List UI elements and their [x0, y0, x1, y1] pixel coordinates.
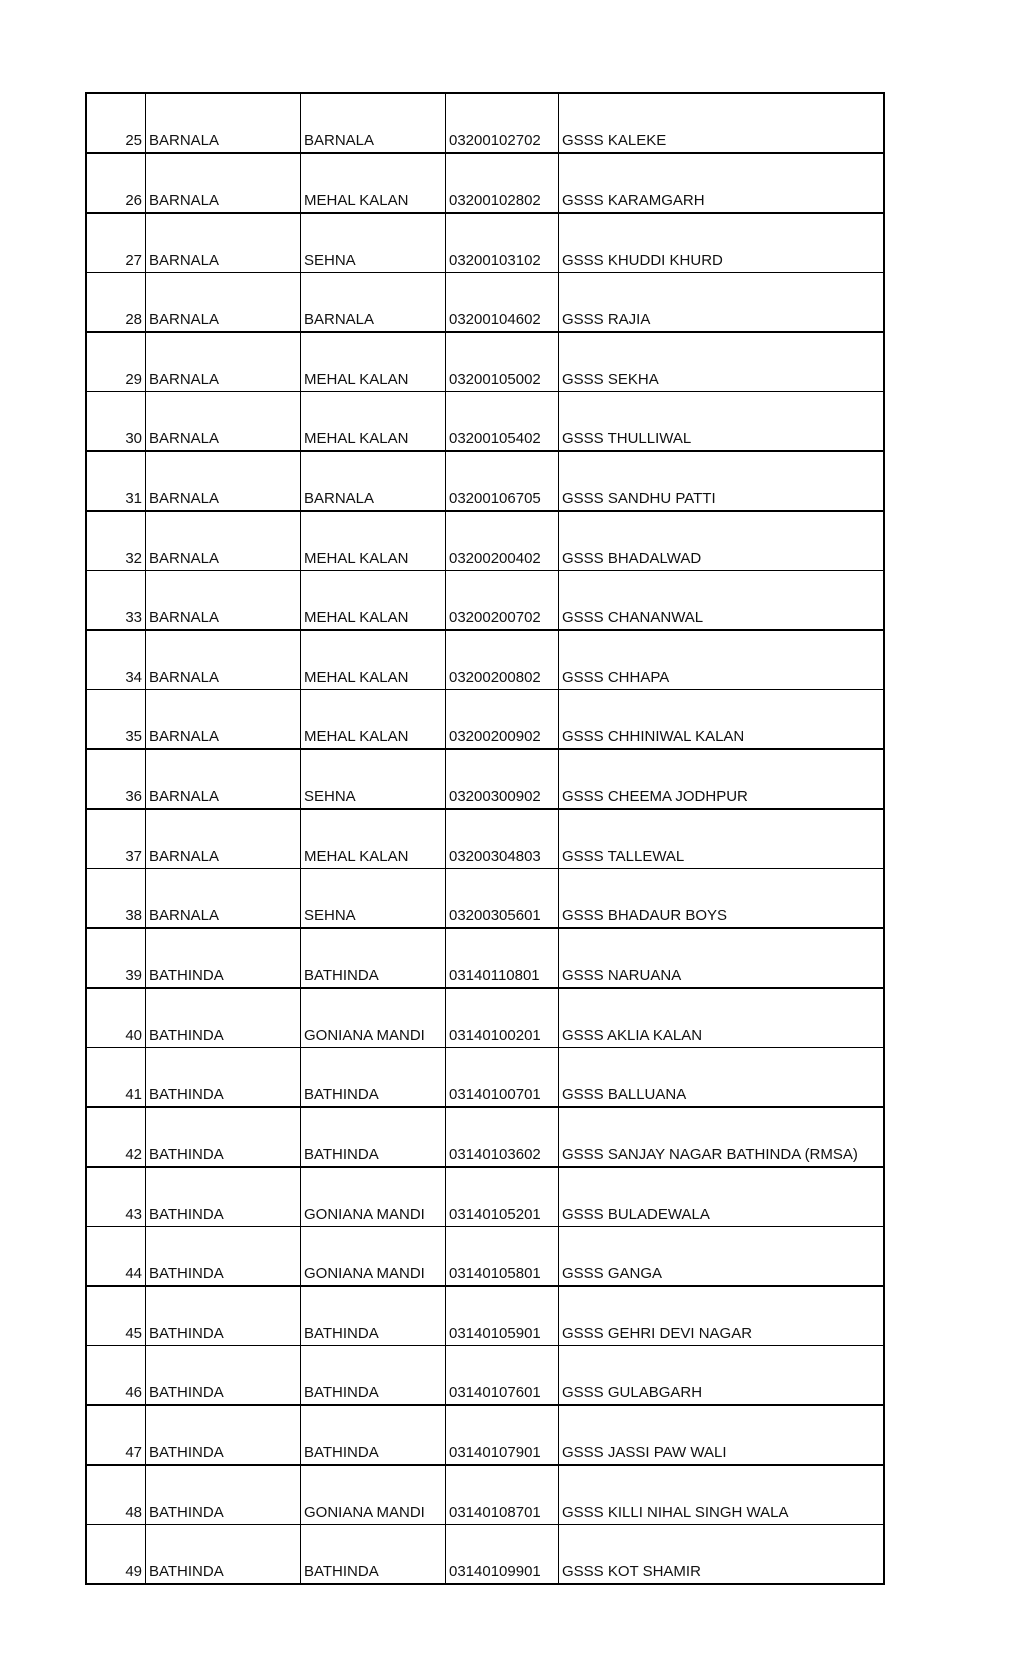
table-row: [86, 1346, 884, 1406]
serial-number-cell: 34: [86, 630, 146, 690]
school-name-cell: GSSS GEHRI DEVI NAGAR: [559, 1286, 885, 1346]
school-name-cell: GSSS KOT SHAMIR: [559, 1525, 885, 1585]
udise-code-cell: 03200103102: [446, 213, 559, 273]
district-cell: BARNALA: [146, 93, 301, 153]
serial-number-cell: 37: [86, 809, 146, 869]
district-cell: BARNALA: [146, 451, 301, 511]
table-row: [86, 988, 884, 1048]
udise-code-cell: 03140105901: [446, 1286, 559, 1346]
serial-number-cell: 36: [86, 749, 146, 809]
block-cell: MEHAL KALAN: [301, 332, 446, 392]
serial-number-cell: 49: [86, 1525, 146, 1585]
district-cell: BARNALA: [146, 332, 301, 392]
block-cell: BATHINDA: [301, 1346, 446, 1406]
table-row: [86, 451, 884, 511]
school-name-cell: GSSS TALLEWAL: [559, 809, 885, 869]
udise-code-cell: 03140109901: [446, 1525, 559, 1585]
udise-code-cell: 03200304803: [446, 809, 559, 869]
serial-number-cell: 45: [86, 1286, 146, 1346]
block-cell: BATHINDA: [301, 1048, 446, 1108]
school-name-cell: GSSS SANJAY NAGAR BATHINDA (RMSA): [559, 1107, 885, 1167]
table-row: [86, 869, 884, 929]
block-cell: SEHNA: [301, 869, 446, 929]
school-name-cell: GSSS KARAMGARH: [559, 153, 885, 213]
district-cell: BARNALA: [146, 213, 301, 273]
block-cell: MEHAL KALAN: [301, 690, 446, 750]
block-cell: BATHINDA: [301, 928, 446, 988]
district-cell: BATHINDA: [146, 1048, 301, 1108]
block-cell: SEHNA: [301, 749, 446, 809]
block-cell: BATHINDA: [301, 1107, 446, 1167]
block-cell: GONIANA MANDI: [301, 988, 446, 1048]
serial-number-cell: 26: [86, 153, 146, 213]
table-row: [86, 392, 884, 452]
udise-code-cell: 03200200902: [446, 690, 559, 750]
district-cell: BATHINDA: [146, 1525, 301, 1585]
table-row: [86, 571, 884, 631]
document-page: [85, 92, 885, 1585]
table-row: [86, 1107, 884, 1167]
block-cell: GONIANA MANDI: [301, 1227, 446, 1287]
block-cell: BATHINDA: [301, 1286, 446, 1346]
district-cell: BATHINDA: [146, 1167, 301, 1227]
district-cell: BARNALA: [146, 273, 301, 333]
school-name-cell: GSSS BULADEWALA: [559, 1167, 885, 1227]
block-cell: MEHAL KALAN: [301, 392, 446, 452]
block-cell: BARNALA: [301, 93, 446, 153]
table-row: [86, 1286, 884, 1346]
udise-code-cell: 03140100701: [446, 1048, 559, 1108]
udise-code-cell: 03200105402: [446, 392, 559, 452]
school-name-cell: GSSS THULLIWAL: [559, 392, 885, 452]
block-cell: BATHINDA: [301, 1525, 446, 1585]
udise-code-cell: 03200200702: [446, 571, 559, 631]
udise-code-cell: 03140107901: [446, 1405, 559, 1465]
table-row: [86, 332, 884, 392]
serial-number-cell: 33: [86, 571, 146, 631]
serial-number-cell: 39: [86, 928, 146, 988]
school-name-cell: GSSS CHEEMA JODHPUR: [559, 749, 885, 809]
block-cell: BATHINDA: [301, 1405, 446, 1465]
table-row: [86, 273, 884, 333]
school-list-table: [85, 92, 885, 1585]
block-cell: SEHNA: [301, 213, 446, 273]
serial-number-cell: 42: [86, 1107, 146, 1167]
block-cell: BARNALA: [301, 273, 446, 333]
table-row: [86, 1465, 884, 1525]
school-name-cell: GSSS GULABGARH: [559, 1346, 885, 1406]
district-cell: BATHINDA: [146, 1405, 301, 1465]
serial-number-cell: 28: [86, 273, 146, 333]
udise-code-cell: 03140100201: [446, 988, 559, 1048]
district-cell: BATHINDA: [146, 1286, 301, 1346]
district-cell: BARNALA: [146, 153, 301, 213]
district-cell: BARNALA: [146, 571, 301, 631]
district-cell: BARNALA: [146, 809, 301, 869]
table-row: [86, 1405, 884, 1465]
school-name-cell: GSSS SANDHU PATTI: [559, 451, 885, 511]
udise-code-cell: 03200106705: [446, 451, 559, 511]
serial-number-cell: 43: [86, 1167, 146, 1227]
serial-number-cell: 29: [86, 332, 146, 392]
table-row: [86, 213, 884, 273]
school-name-cell: GSSS GANGA: [559, 1227, 885, 1287]
serial-number-cell: 38: [86, 869, 146, 929]
serial-number-cell: 44: [86, 1227, 146, 1287]
school-name-cell: GSSS KALEKE: [559, 93, 885, 153]
school-name-cell: GSSS RAJIA: [559, 273, 885, 333]
district-cell: BATHINDA: [146, 1465, 301, 1525]
table-row: [86, 153, 884, 213]
table-row: [86, 1167, 884, 1227]
block-cell: BARNALA: [301, 451, 446, 511]
serial-number-cell: 41: [86, 1048, 146, 1108]
table-row: [86, 93, 884, 153]
school-name-cell: GSSS CHHINIWAL KALAN: [559, 690, 885, 750]
school-name-cell: GSSS AKLIA KALAN: [559, 988, 885, 1048]
block-cell: MEHAL KALAN: [301, 571, 446, 631]
udise-code-cell: 03200102702: [446, 93, 559, 153]
table-row: [86, 511, 884, 571]
district-cell: BATHINDA: [146, 928, 301, 988]
school-name-cell: GSSS BHADALWAD: [559, 511, 885, 571]
udise-code-cell: 03200200402: [446, 511, 559, 571]
block-cell: GONIANA MANDI: [301, 1167, 446, 1227]
block-cell: GONIANA MANDI: [301, 1465, 446, 1525]
school-list-body: [86, 93, 884, 1584]
school-name-cell: GSSS BALLUANA: [559, 1048, 885, 1108]
serial-number-cell: 30: [86, 392, 146, 452]
udise-code-cell: 03200200802: [446, 630, 559, 690]
district-cell: BATHINDA: [146, 1346, 301, 1406]
udise-code-cell: 03200305601: [446, 869, 559, 929]
serial-number-cell: 31: [86, 451, 146, 511]
udise-code-cell: 03200300902: [446, 749, 559, 809]
school-name-cell: GSSS BHADAUR BOYS: [559, 869, 885, 929]
serial-number-cell: 46: [86, 1346, 146, 1406]
district-cell: BARNALA: [146, 690, 301, 750]
serial-number-cell: 32: [86, 511, 146, 571]
table-row: [86, 1048, 884, 1108]
block-cell: MEHAL KALAN: [301, 153, 446, 213]
school-name-cell: GSSS SEKHA: [559, 332, 885, 392]
district-cell: BARNALA: [146, 869, 301, 929]
district-cell: BARNALA: [146, 392, 301, 452]
udise-code-cell: 03140105201: [446, 1167, 559, 1227]
serial-number-cell: 27: [86, 213, 146, 273]
udise-code-cell: 03140103602: [446, 1107, 559, 1167]
district-cell: BATHINDA: [146, 988, 301, 1048]
district-cell: BARNALA: [146, 749, 301, 809]
udise-code-cell: 03140108701: [446, 1465, 559, 1525]
block-cell: MEHAL KALAN: [301, 511, 446, 571]
udise-code-cell: 03200102802: [446, 153, 559, 213]
table-row: [86, 630, 884, 690]
school-name-cell: GSSS KILLI NIHAL SINGH WALA: [559, 1465, 885, 1525]
udise-code-cell: 03140110801: [446, 928, 559, 988]
school-name-cell: GSSS NARUANA: [559, 928, 885, 988]
serial-number-cell: 40: [86, 988, 146, 1048]
udise-code-cell: 03140105801: [446, 1227, 559, 1287]
table-row: [86, 1227, 884, 1287]
table-row: [86, 749, 884, 809]
district-cell: BATHINDA: [146, 1107, 301, 1167]
table-row: [86, 1525, 884, 1585]
block-cell: MEHAL KALAN: [301, 630, 446, 690]
serial-number-cell: 48: [86, 1465, 146, 1525]
udise-code-cell: 03200105002: [446, 332, 559, 392]
school-name-cell: GSSS KHUDDI KHURD: [559, 213, 885, 273]
school-name-cell: GSSS CHANANWAL: [559, 571, 885, 631]
serial-number-cell: 35: [86, 690, 146, 750]
block-cell: MEHAL KALAN: [301, 809, 446, 869]
udise-code-cell: 03200104602: [446, 273, 559, 333]
table-row: [86, 809, 884, 869]
table-row: [86, 928, 884, 988]
school-name-cell: GSSS JASSI PAW WALI: [559, 1405, 885, 1465]
school-name-cell: GSSS CHHAPA: [559, 630, 885, 690]
district-cell: BARNALA: [146, 511, 301, 571]
table-row: [86, 690, 884, 750]
serial-number-cell: 47: [86, 1405, 146, 1465]
district-cell: BARNALA: [146, 630, 301, 690]
udise-code-cell: 03140107601: [446, 1346, 559, 1406]
district-cell: BATHINDA: [146, 1227, 301, 1287]
serial-number-cell: 25: [86, 93, 146, 153]
